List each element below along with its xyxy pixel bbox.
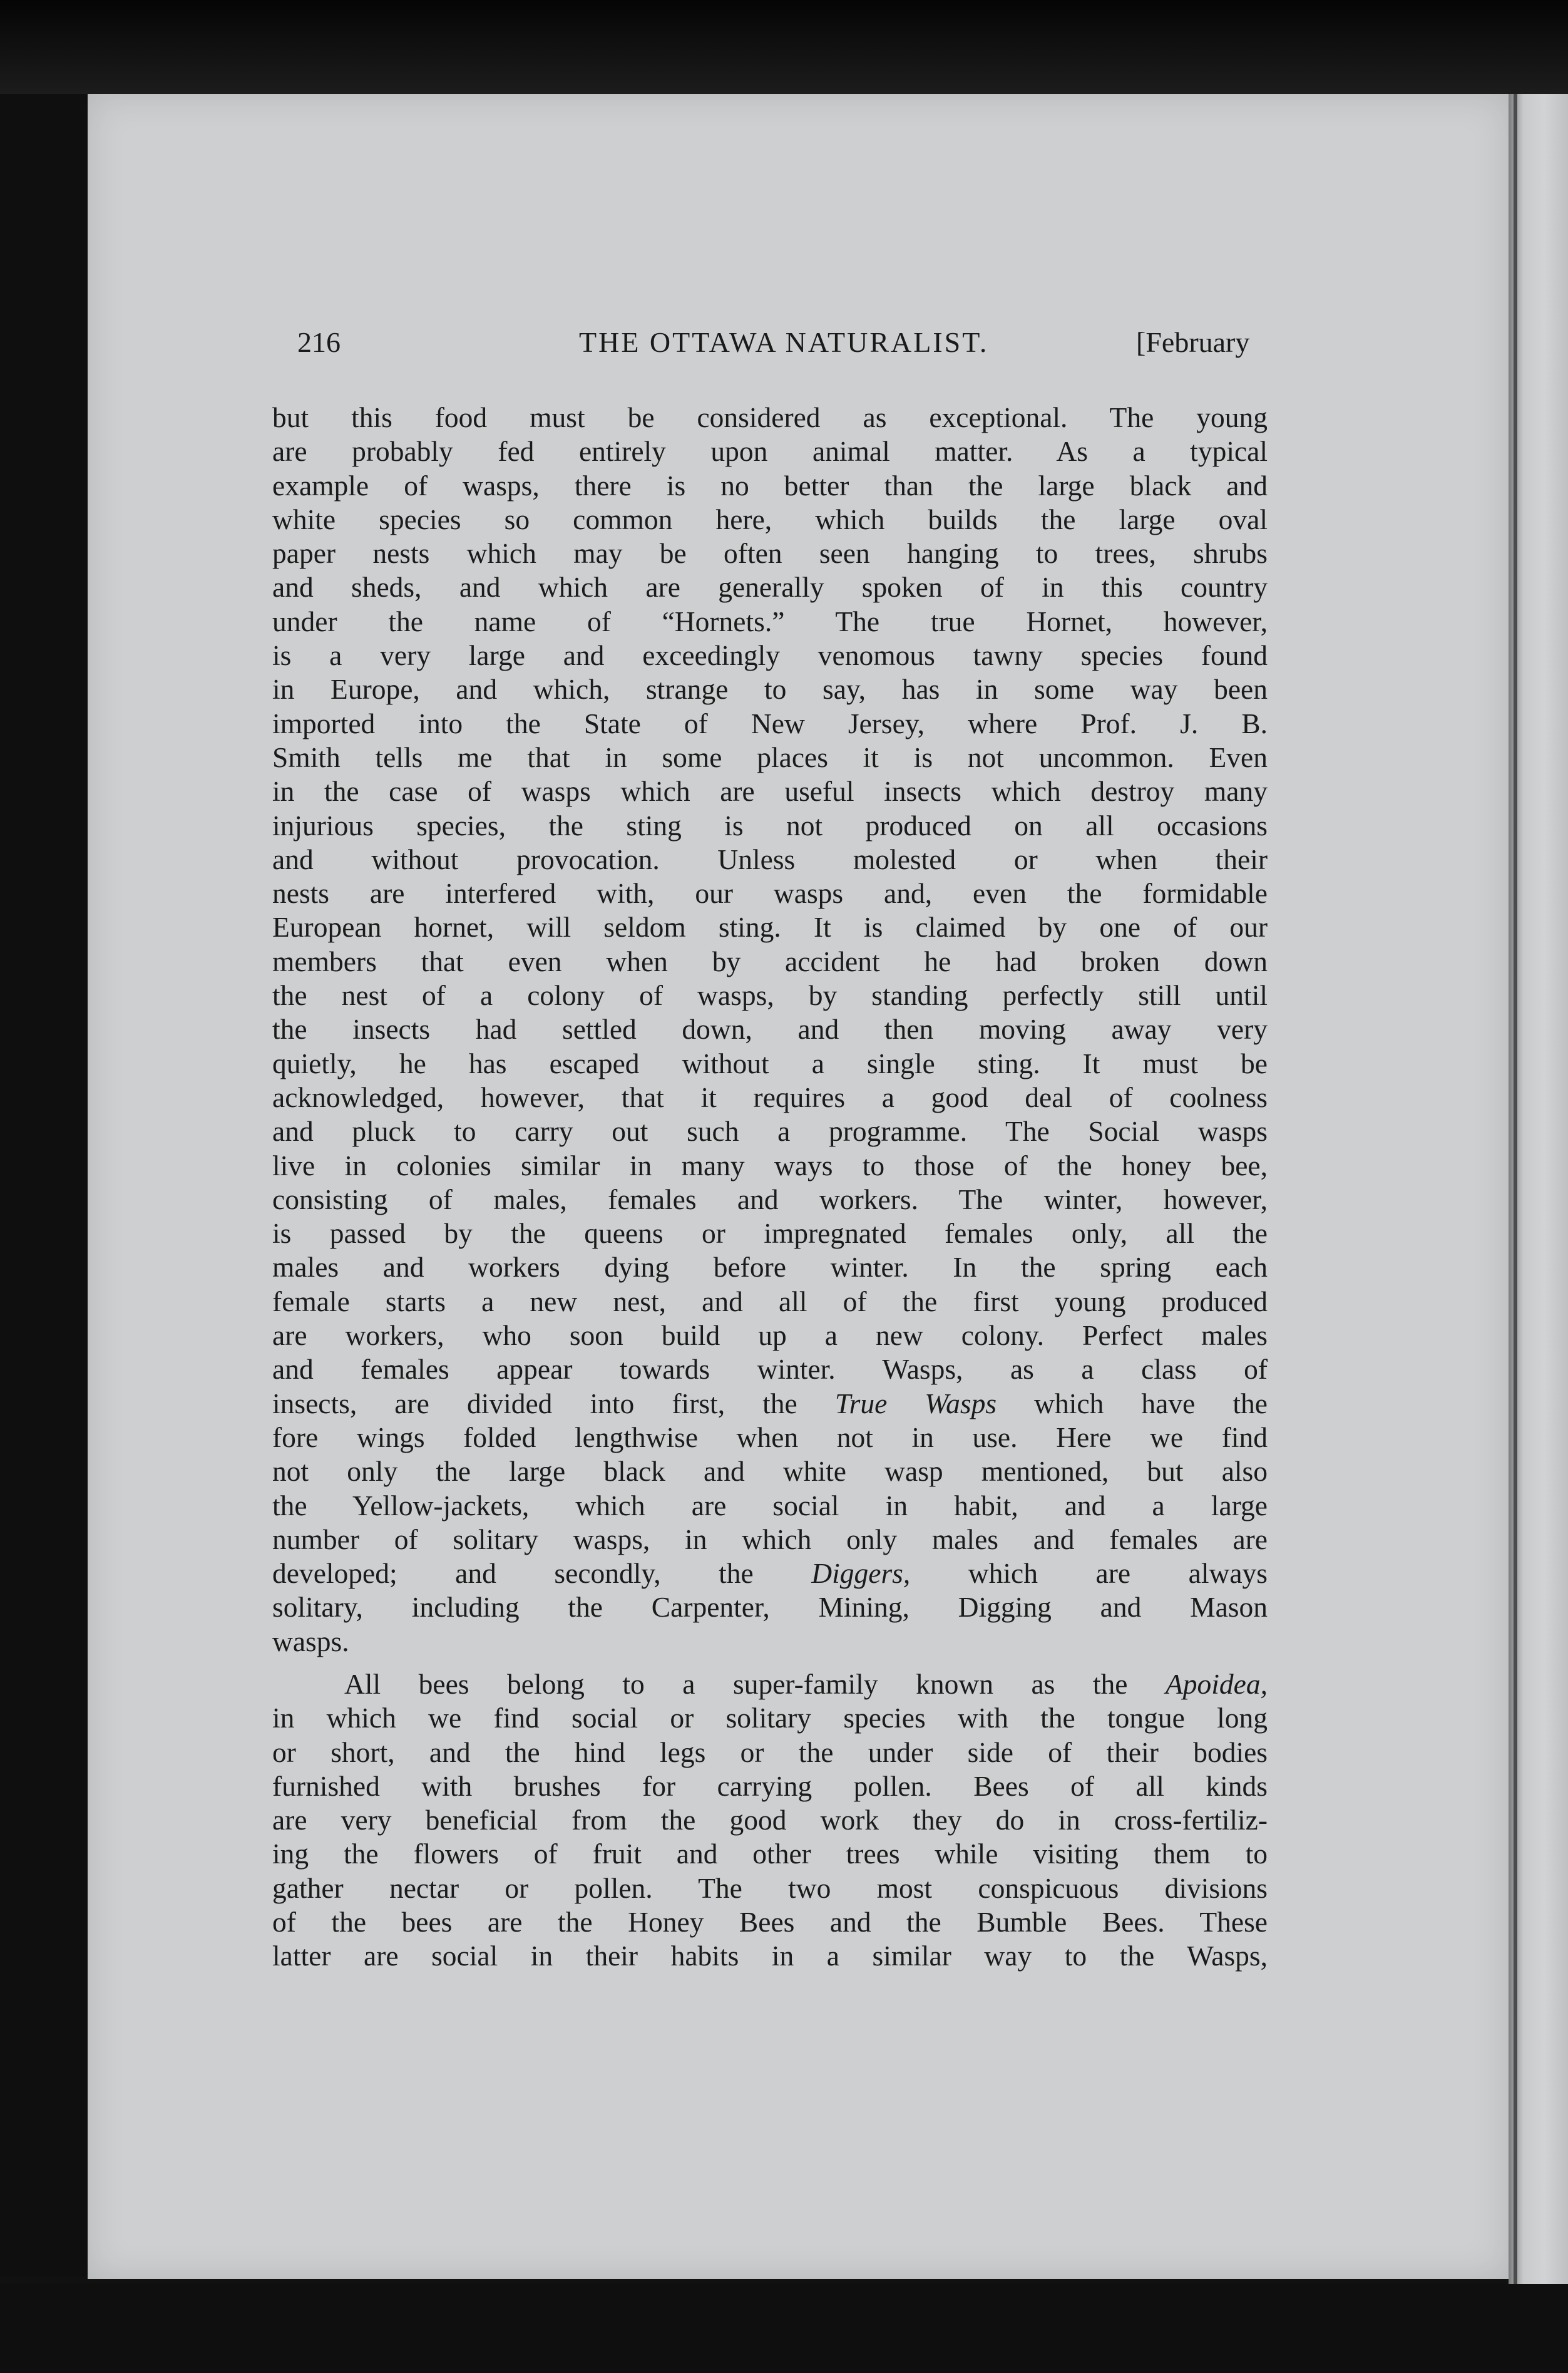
italic-term-true-wasps: True Wasps: [834, 1387, 997, 1419]
text-line: example of wasps, there is no better than the large black and: [272, 469, 1268, 502]
text-line: latter are social in their habits in a similar way to the Wasps,: [272, 1940, 1268, 1972]
text-line: the nest of a colony of wasps, by standing perfectly still until: [272, 979, 1268, 1012]
page-number: 216: [297, 326, 341, 358]
text-line-apoidea: [272, 1667, 1268, 1701]
italic-term-apoidea: Apoidea,: [1165, 1667, 1268, 1700]
text-line-true-wasps: [272, 1387, 1268, 1421]
paragraph-bees: [272, 1701, 1268, 1973]
text-fragment: which have the: [997, 1387, 1268, 1419]
text-line: ing the flowers of fruit and other trees while visiting them to: [272, 1838, 1268, 1870]
text-fragment: which are always: [910, 1557, 1268, 1590]
text-line: of the bees are the Honey Bees and the Bumble Bees. These: [272, 1906, 1268, 1938]
text-line: but this food must be considered as exceptional. The young: [272, 401, 1268, 433]
text-line: not only the large black and white wasp mentioned, but also: [272, 1455, 1268, 1488]
text-line: the Yellow-jackets, which are social in habit, and a large: [272, 1489, 1268, 1521]
text-line: are probably fed entirely upon animal matter. As a typical: [272, 435, 1268, 468]
text-line: quietly, he has escaped without a single sting. It must be: [272, 1047, 1268, 1079]
text-line: or short, and the hind legs or the under side of their bodies: [272, 1736, 1268, 1768]
text-line: and sheds, and which are generally spoken of in this country: [272, 571, 1268, 604]
scanner-top-border: [0, 0, 1568, 94]
paragraph-wasps-continued: [272, 1421, 1268, 1557]
issue-month: [February: [1136, 326, 1250, 358]
adjacent-page-edge: [1509, 94, 1568, 2284]
text-line: and females appear towards winter. Wasps, as a class of: [272, 1353, 1268, 1386]
text-line: in the case of wasps which are useful insects which destroy many: [272, 775, 1268, 808]
text-line: consisting of males, females and workers. The winter, however,: [272, 1183, 1268, 1215]
running-header: [294, 326, 1296, 369]
paragraph-gap: [272, 1659, 1268, 1667]
text-line: Smith tells me that in some places it is not uncommon. Even: [272, 741, 1268, 773]
text-line: paper nests which may be often seen hanging to trees, shrubs: [272, 537, 1268, 570]
paragraph-wasps: [272, 401, 1268, 1387]
journal-title: THE OTTAWA NATURALIST.: [579, 326, 989, 358]
text-line-diggers: [272, 1557, 1268, 1590]
text-line: under the name of “Hornets.” The true Hornet, however,: [272, 605, 1268, 637]
text-line: are workers, who soon build up a new colony. Perfect males: [272, 1319, 1268, 1352]
text-line: is passed by the queens or impregnated females only, all the: [272, 1217, 1268, 1250]
italic-term-diggers: Diggers,: [811, 1557, 911, 1590]
text-line: members that even when by accident he had broken down: [272, 945, 1268, 977]
text-line: European hornet, will seldom sting. It is claimed by one of our: [272, 911, 1268, 944]
text-fragment: All bees belong to a super-family known as the: [344, 1667, 1166, 1700]
text-line: is a very large and exceedingly venomous tawny species found: [272, 639, 1268, 672]
text-line: furnished with brushes for carrying pollen. Bees of all kinds: [272, 1769, 1268, 1802]
text-line: number of solitary wasps, in which only males and females are: [272, 1523, 1268, 1555]
text-line: injurious species, the sting is not produced on all occasions: [272, 809, 1268, 842]
text-fragment: insects, are divided into first, the: [272, 1387, 835, 1419]
text-line: gather nectar or pollen. The two most conspicuous divisions: [272, 1871, 1268, 1904]
text-line: and without provocation. Unless molested or when their: [272, 843, 1268, 875]
text-line: and pluck to carry out such a programme. The Social wasps: [272, 1115, 1268, 1148]
article-body: [272, 401, 1268, 1974]
text-line: female starts a new nest, and all of the first young produced: [272, 1285, 1268, 1317]
text-line: live in colonies similar in many ways to those of the honey bee,: [272, 1149, 1268, 1181]
text-line: wasps.: [272, 1625, 349, 1657]
text-line: the insects had settled down, and then moving away very: [272, 1013, 1268, 1046]
text-line: are very beneficial from the good work they do in cross-fertiliz-: [272, 1804, 1268, 1836]
text-line: acknowledged, however, that it requires a good deal of coolness: [272, 1081, 1268, 1113]
text-fragment: developed; and secondly, the: [272, 1557, 812, 1590]
text-line: in Europe, and which, strange to say, has in some way been: [272, 673, 1268, 706]
text-line: fore wings folded lengthwise when not in use. Here we find: [272, 1421, 1268, 1453]
text-line: white species so common here, which builds the large oval: [272, 503, 1268, 535]
text-line: nests are interfered with, our wasps and, even the formidable: [272, 877, 1268, 910]
text-line: solitary, including the Carpenter, Mining, Digging and Mason: [272, 1591, 1268, 1624]
text-line: in which we find social or solitary species with the tongue long: [272, 1702, 1268, 1734]
page-edge-line: [1514, 94, 1517, 2284]
text-line: imported into the State of New Jersey, where Prof. J. B.: [272, 707, 1268, 739]
text-line: males and workers dying before winter. In the spring each: [272, 1251, 1268, 1284]
paragraph-wasps-end: [272, 1590, 1268, 1659]
